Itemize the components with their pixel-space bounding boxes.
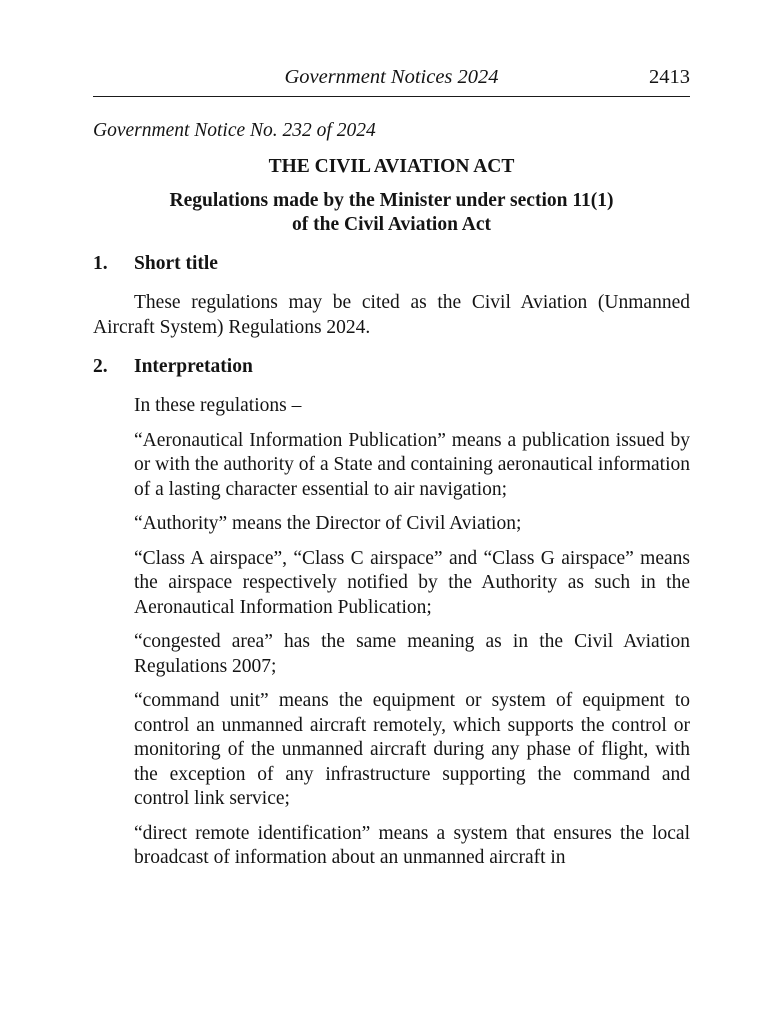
short-title-paragraph: These regulations may be cited as the Civil Aviation (Unmanned Aircraft System) Regulations 2024. [93, 292, 690, 338]
definition-authority: “Authority” means the Director of Civil Aviation; [134, 513, 522, 534]
act-title: THE CIVIL AVIATION ACT [268, 156, 515, 177]
document-page [93, 66, 690, 871]
definition-airspace-classes: “Class A airspace”, “Class C airspace” and “Class G airspace” means the airspace respectively notified by the Authority as such in the Aeronautical Information Publication; [134, 547, 690, 618]
subtitle-line-2: of the Civil Aviation Act [292, 214, 491, 235]
interpretation-intro: In these regulations – [134, 395, 302, 416]
section-title: Short title [134, 253, 218, 274]
running-header [93, 66, 690, 97]
page-number: 2413 [649, 66, 690, 88]
definition-congested-area: “congested area” has the same meaning as in the Civil Aviation Regulations 2007; [134, 631, 690, 677]
section-title: Interpretation [134, 356, 253, 377]
definition-command-unit: “command unit” means the equipment or system of equipment to control an unmanned aircraft remotely, which supports the control or monitoring of the unmanned aircraft during any phase of flight, with the exception of any infrastructure supporting the command and control link service; [134, 690, 690, 809]
notice-number: Government Notice No. 232 of 2024 [93, 120, 376, 141]
section-number: 1. [93, 253, 108, 274]
running-title: Government Notices 2024 [284, 66, 499, 88]
subtitle-line-1: Regulations made by the Minister under section 11(1) [169, 190, 614, 211]
definition-aeronautical-information-publication: “Aeronautical Information Publication” means a publication issued by or with the authority of a State and containing aeronautical information of a lasting character essential to air navigation; [134, 429, 690, 500]
section-number: 2. [93, 356, 108, 377]
regulations-subtitle [93, 189, 690, 237]
definition-direct-remote-identification: “direct remote identification” means a system that ensures the local broadcast of information about an unmanned aircraft in [134, 822, 690, 868]
section-heading-interpretation [93, 355, 690, 379]
section-heading-short-title [93, 252, 690, 276]
